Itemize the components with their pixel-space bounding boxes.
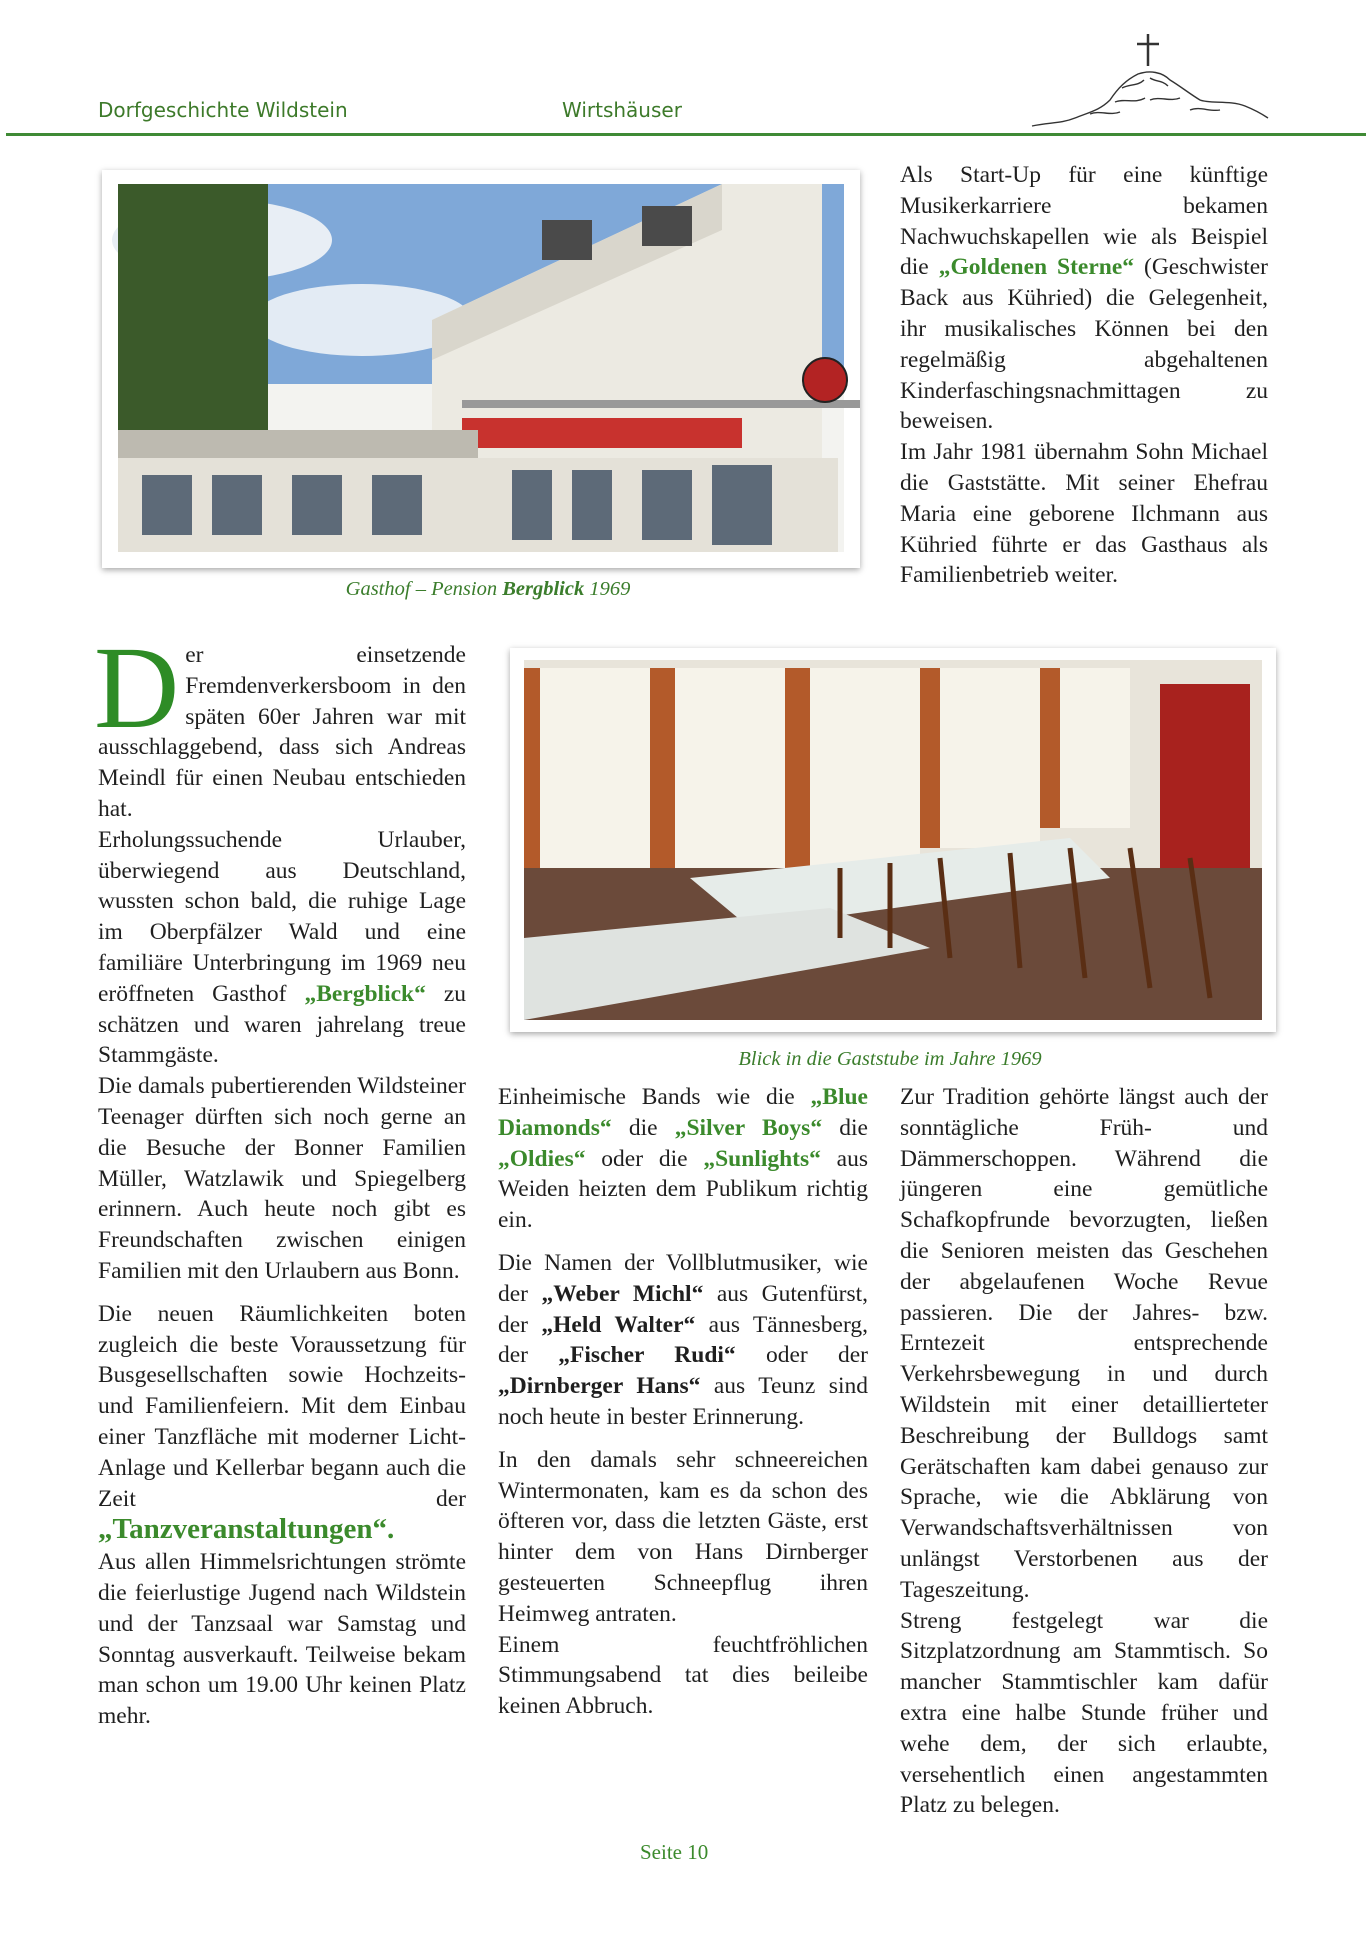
column-right bbox=[900, 1082, 1268, 1821]
photo-gasthof-bergblick bbox=[102, 170, 860, 568]
photo-gaststube bbox=[510, 648, 1276, 1032]
paragraph: Die neuen Räumlichkeiten boten zugleich die beste Voraussetzung für Busgesellschaften sowie Hochzeits- und Familienfeiern. Mit dem Einbau einer Tanzfläche mit moderner Licht-Anlage und Kellerbar begann auch die Zeit der „Tanzveranstaltungen“. bbox=[98, 1300, 466, 1546]
paragraph: Die damals pubertierenden Wildsteiner Teenager dürften sich noch gerne an die Besuche der Bonner Familien Müller, Watzlawik und Spiegelberg erinnern. Auch heute noch gibt es Freundschaften zwischen einigen Familien mit den Urlaubern aus Bonn. bbox=[98, 1073, 466, 1284]
paragraph: Der einsetzende Fremdenverkersboom in den späten 60er Jahren war mit ausschlaggebend, dass sich Andreas Meindl für einen Neubau entschieden hat. bbox=[94, 622, 466, 822]
paragraph: Im Jahr 1981 übernahm Sohn Michael die Gaststätte. Mit seiner Ehefrau Maria eine geborene Ilchmann aus Kühried führte er das Gasthaus als Familienbetrieb weiter. bbox=[900, 439, 1268, 589]
paragraph: Einem feuchtfröhlichen Stimmungsabend tat dies beileibe keinen Abbruch. bbox=[498, 1631, 868, 1720]
header-center: Wirtshäuser bbox=[562, 98, 682, 122]
drop-cap: D bbox=[94, 622, 180, 753]
column-middle bbox=[498, 1082, 868, 1722]
paragraph: Einheimische Bands wie die „Blue Diamonds“ die „Silver Boys“ die „Oldies“ oder die „Sunlights“ aus Weiden heizten dem Publikum richtig ein. bbox=[498, 1084, 869, 1234]
paragraph: Aus allen Himmelsrichtungen strömte die feierlustige Jugend nach Wildstein und der Tanzsaal war Samstag und Sonntag ausverkauft. Teilweise bekam man schon um 19.00 Uhr keinen Platz mehr. bbox=[98, 1549, 466, 1730]
paragraph: Erholungssuchende Urlauber, überwiegend aus Deutschland, wussten schon bald, die ruhige Lage im Oberpfälzer Wald und eine familiäre Unterbringung im 1969 neu eröffneten Gasthof „Bergblick“ zu schätzen und waren jahrelang treue Stammgäste. bbox=[98, 826, 466, 1069]
paragraph: Die Namen der Vollblutmusiker, wie der „Weber Michl“ aus Gutenfürst, der „Held Walter“ aus Tännesberg, der „Fischer Rudi“ oder der „Dirnberger Hans“ aus Teunz sind noch heute in bester Erinnerung. bbox=[498, 1249, 869, 1430]
paragraph: In den damals sehr schneereichen Wintermonaten, kam es da schon des öfteren vor, dass die letzten Gäste, erst hinter dem von Hans Dirnberger gesteuerten Schneepflug ihren Heimweg antraten. bbox=[498, 1446, 868, 1627]
header-rule bbox=[6, 133, 1366, 136]
header-left: Dorfgeschichte Wildstein bbox=[98, 98, 348, 122]
page-number: Seite 10 bbox=[640, 1840, 709, 1864]
photo1-caption: Gasthof – Pension Bergblick 1969 bbox=[345, 578, 631, 600]
column-top-right bbox=[900, 160, 1268, 591]
photo2-caption: Blick in die Gaststube im Jahre 1969 bbox=[738, 1048, 1042, 1070]
paragraph: Streng festgelegt war die Sitzplatzordnung am Stammtisch. So mancher Stammtischler kam dafür extra eine halbe Stunde früher und wehe dem, der sich erlaubte, versehentlich einen angestammten Platz zu belegen. bbox=[900, 1607, 1268, 1819]
village-logo bbox=[1030, 30, 1270, 135]
paragraph: Als Start-Up für eine künftige Musikerkarriere bekamen Nachwuchskapellen wie als Beispiel die „Goldenen Sterne“ (Geschwister Back aus Kühried) die Gelegenheit, ihr musikalisches Können bei den regelmäßig abgehaltenen Kinderfaschingsnachmittagen zu beweisen. bbox=[900, 162, 1268, 435]
column-left bbox=[94, 622, 466, 1732]
paragraph: Zur Tradition gehörte längst auch der sonntägliche Früh- und Dämmerschoppen. Während die jüngeren eine gemütliche Schafkopfrunde bevorzugten, ließen die Senioren meisten das Geschehen der abgelaufenen Woche Revue passieren. Die der Jahres- bzw. Erntezeit entsprechende Verkehrsbewegung in und durch Wildstein mit einer detaillierteter Beschreibung der Bulldogs samt Gerätschaften kam dabei genauso zur Sprache, wie die Abklärung von Verwandschaftsverhältnissen von unlängst Verstorbenen aus der Tageszeitung. bbox=[900, 1084, 1268, 1603]
